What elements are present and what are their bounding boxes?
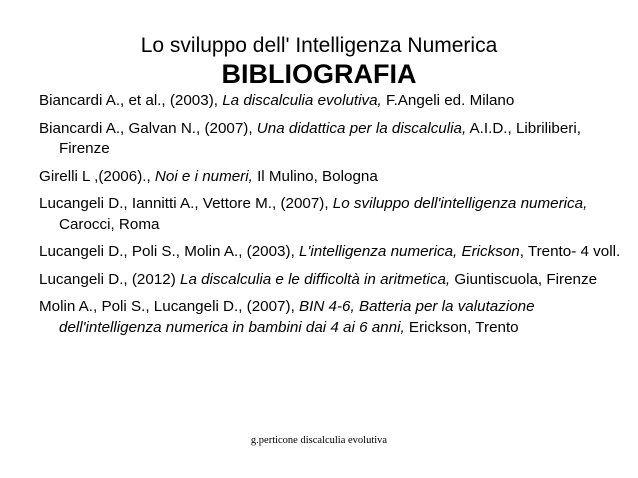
- bibliography-list: [39, 91, 629, 345]
- entry-publisher: A.I.D., Libriliberi, Firenze: [59, 119, 581, 157]
- entry-publisher: Erickson, Trento: [404, 318, 519, 336]
- entry-publisher: , Trento- 4 voll.: [519, 243, 621, 260]
- slide-title: BIBLIOGRAFIA: [221, 59, 417, 89]
- entry-publisher: Carocci, Roma: [59, 215, 160, 233]
- entry-publisher: F.Angeli ed. Milano: [381, 92, 515, 109]
- bibliography-entry: [39, 242, 629, 263]
- entry-authors: Molin A., Poli S., Lucangeli D., (2007),: [39, 298, 300, 315]
- entry-work-title: Noi e i numeri,: [154, 167, 253, 185]
- slide-subtitle: Lo sviluppo dell' Intelligenza Numerica: [140, 34, 498, 57]
- entry-work-title: La discalculia e le difficoltà in aritmetica,: [180, 270, 451, 288]
- bibliography-entry: [39, 119, 629, 160]
- entry-authors: Lucangeli D., Iannitti A., Vettore M., (2007),: [39, 195, 333, 212]
- entry-authors: Biancardi A., Galvan N., (2007),: [39, 119, 257, 137]
- bibliography-entry: [39, 91, 629, 112]
- entry-work-title: L'intelligenza numerica, Erickson: [299, 243, 520, 260]
- entry-authors: Biancardi A., et al., (2003),: [39, 92, 223, 109]
- entry-authors: Lucangeli D., Poli S., Molin A., (2003),: [39, 243, 300, 260]
- bibliography-entry: [39, 270, 629, 291]
- entry-work-title: Una didattica per la discalculia,: [256, 119, 467, 137]
- bibliography-entry: [39, 167, 629, 188]
- entry-authors: Lucangeli D., (2012): [39, 270, 180, 288]
- entry-authors: Girelli L ,(2006).,: [39, 167, 155, 185]
- entry-publisher: Giuntiscuola, Firenze: [450, 270, 598, 288]
- bibliography-entry: [39, 297, 629, 338]
- bibliography-entry: [39, 194, 629, 235]
- slide-footer: g.perticone discalculia evolutiva: [250, 435, 388, 446]
- entry-work-title: BIN 4-6, Batteria per la valutazione dell'intelligenza numerica in bambini dai 4 ai 6 anni,: [59, 298, 535, 336]
- entry-work-title: Lo sviluppo dell'intelligenza numerica,: [332, 195, 588, 212]
- entry-work-title: La discalculia evolutiva,: [222, 92, 382, 109]
- entry-publisher: Il Mulino, Bologna: [252, 167, 378, 185]
